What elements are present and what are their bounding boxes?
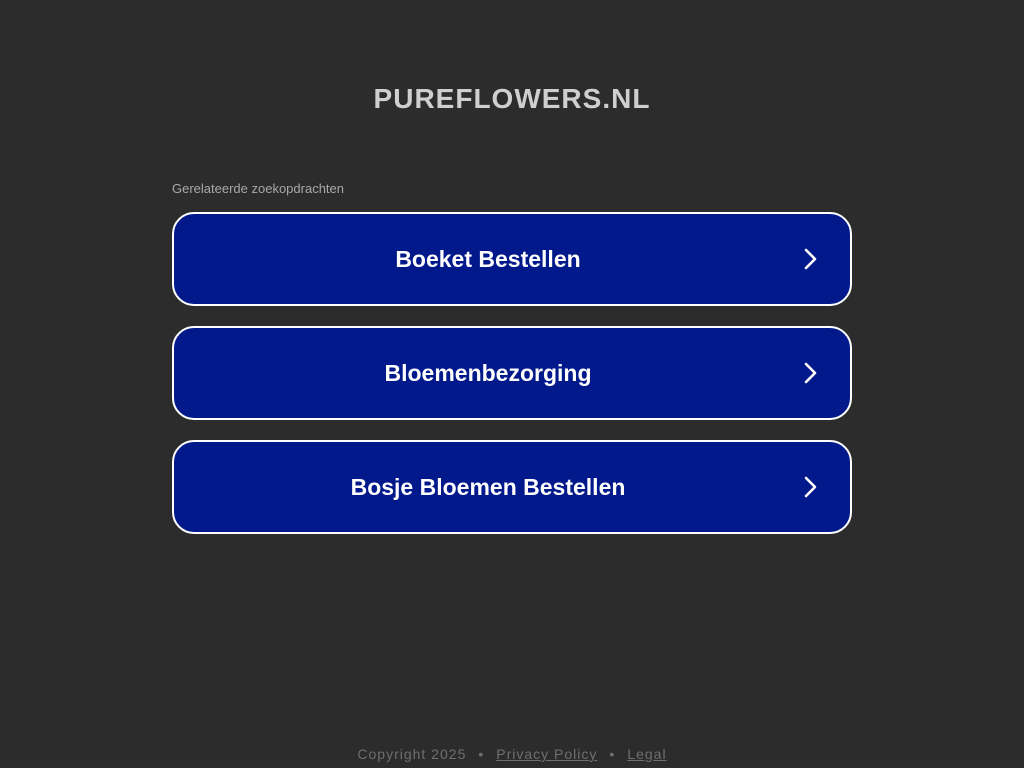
chevron-right-icon bbox=[800, 475, 820, 499]
footer bbox=[0, 745, 1024, 763]
site-title: PUREFLOWERS.NL bbox=[373, 83, 651, 114]
related-searches-label: Gerelateerde zoekopdrachten bbox=[172, 181, 345, 196]
legal-link[interactable]: Legal bbox=[627, 746, 667, 762]
related-search-label: Bosje Bloemen Bestellen bbox=[350, 474, 626, 500]
related-search-bloemenbezorging[interactable] bbox=[172, 326, 852, 420]
footer-separator: • bbox=[478, 746, 485, 762]
chevron-right-icon bbox=[800, 361, 820, 385]
related-searches-list bbox=[172, 212, 852, 554]
copyright-text: Copyright 2025 bbox=[357, 746, 467, 762]
footer-separator: • bbox=[609, 746, 616, 762]
related-search-boeket-bestellen[interactable] bbox=[172, 212, 852, 306]
privacy-policy-link[interactable]: Privacy Policy bbox=[496, 746, 598, 762]
chevron-right-icon bbox=[800, 247, 820, 271]
related-search-bosje-bloemen-bestellen[interactable] bbox=[172, 440, 852, 534]
related-search-label: Boeket Bestellen bbox=[395, 246, 581, 272]
related-search-label: Bloemenbezorging bbox=[384, 360, 592, 386]
